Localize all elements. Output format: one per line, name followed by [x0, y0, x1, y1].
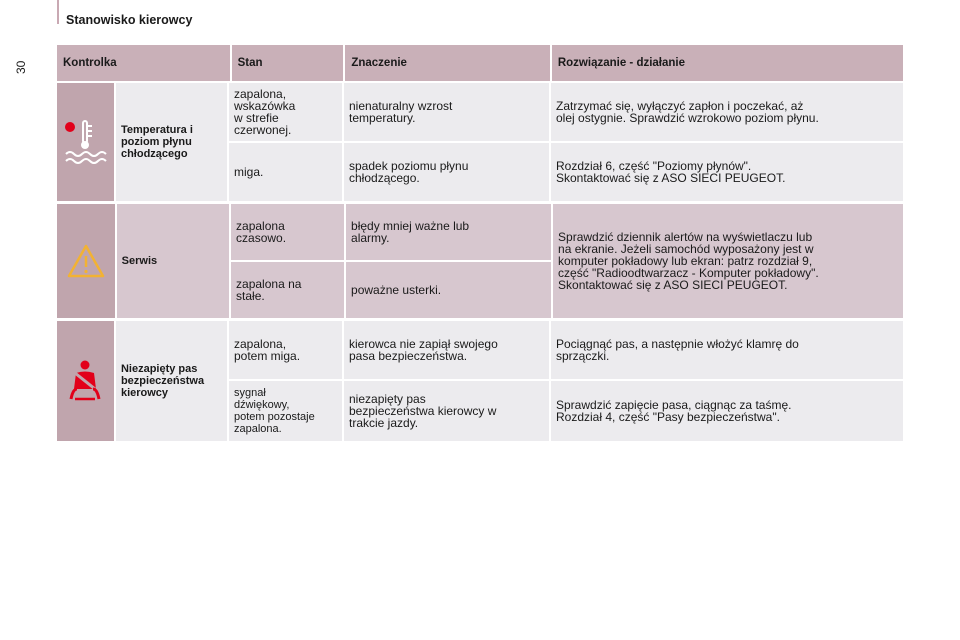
header-znaczenie: Znaczenie — [345, 45, 552, 81]
table-row — [229, 83, 903, 141]
cell-action: Sprawdzić zapięcie pasa, ciągnąc za taśmę. Rozdział 4, część "Pasy bezpieczeństwa". — [551, 381, 903, 441]
group-name-service: Serwis — [117, 204, 229, 318]
page-number: 30 — [14, 60, 28, 74]
table-row — [229, 321, 903, 379]
cell-state: miga. — [229, 143, 342, 201]
page-section-title: Stanowisko kierowcy — [66, 13, 193, 27]
cell-action-shared: Sprawdzić dziennik alertów na wyświetlaczu lub na ekranie. Jeżeli samochód wyposażony jest w komputer pokładowy lub ekran: patrz rozdział 9, część "Radioodtwarzacz - Komputer pokładowy". Skontaktować się z ASO SIECI PEUGEOT. — [553, 204, 903, 318]
coolant-icon-cell — [57, 83, 114, 201]
header-accent-bar — [57, 0, 59, 24]
cell-meaning: niezapięty pas bezpieczeństwa kierowcy w trakcie jazdy. — [344, 381, 549, 441]
header-rozwiazanie: Rozwiązanie - działanie — [557, 57, 686, 69]
cell-meaning: spadek poziomu płynu chłodzącego. — [344, 143, 549, 201]
cell-meaning: nienaturalny wzrost temperatury. — [344, 83, 549, 141]
cell-action: Pociągnąć pas, a następnie włożyć klamrę do sprzączki. — [551, 321, 903, 379]
group-name-seatbelt: Niezapięty pas bezpieczeństwa kierowcy — [116, 321, 227, 441]
service-icon-cell — [57, 204, 115, 318]
cell-action: Zatrzymać się, wyłączyć zapłon i poczekać, aż olej ostygnie. Sprawdzić wzrokowo poziom płynu. — [551, 83, 903, 141]
cell-meaning: kierowca nie zapiął swojego pasa bezpieczeństwa. — [344, 321, 549, 379]
group-service — [57, 204, 903, 318]
table-row — [231, 204, 551, 260]
cell-state: zapalona, wskazówka w strefie czerwonej. — [229, 83, 342, 141]
table-row — [229, 381, 903, 441]
group-seatbelt — [57, 321, 903, 441]
table-header-row — [57, 45, 903, 81]
group-name-coolant: Temperatura i poziom płynu chłodzącego — [116, 83, 227, 201]
cell-action: Rozdział 6, część "Poziomy płynów". Skontaktować się z ASO SIECI PEUGEOT. — [551, 143, 903, 201]
coolant-rows — [229, 83, 903, 201]
table-row — [231, 262, 551, 318]
table-row — [229, 143, 903, 201]
header-stan: Stan — [232, 45, 346, 81]
warning-triangle-icon — [66, 243, 106, 279]
cell-meaning: poważne usterki. — [346, 262, 551, 318]
cell-meaning: błędy mniej ważne lub alarmy. — [346, 204, 551, 260]
seatbelt-icon — [65, 359, 105, 403]
header-kontrolka: Kontrolka — [57, 45, 232, 81]
service-rows — [231, 204, 551, 318]
seatbelt-rows — [229, 321, 903, 441]
warning-lights-table — [57, 45, 903, 444]
cell-state: sygnał dźwiękowy, potem pozostaje zapalona. — [229, 381, 342, 441]
cell-state: zapalona, potem miga. — [229, 321, 342, 379]
group-coolant — [57, 83, 903, 201]
seatbelt-icon-cell — [57, 321, 114, 441]
cell-state: zapalona na stałe. — [231, 262, 344, 318]
coolant-temperature-icon — [62, 117, 108, 167]
cell-state: zapalona czasowo. — [231, 204, 344, 260]
